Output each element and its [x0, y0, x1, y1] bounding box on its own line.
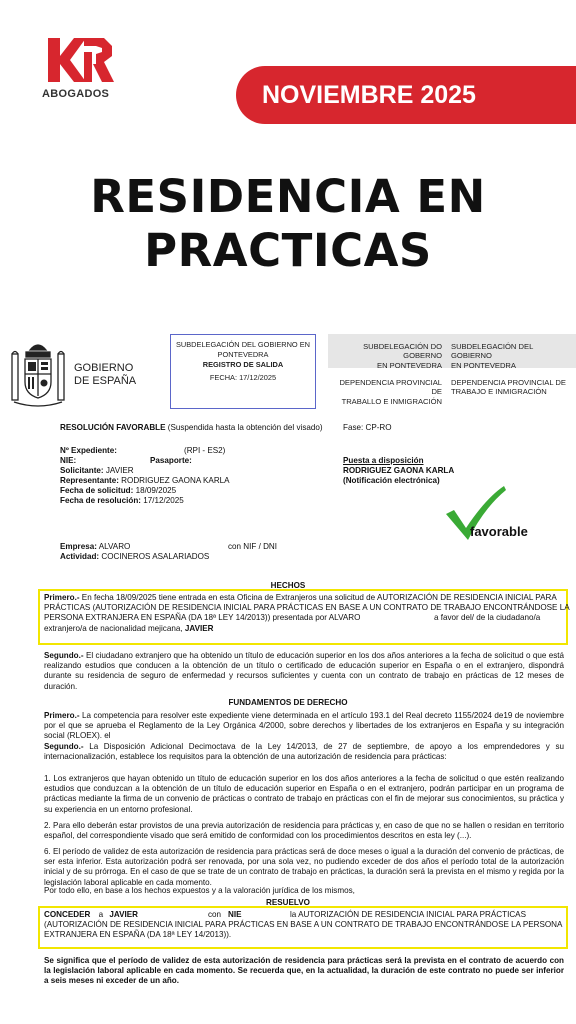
resolution-title: RESOLUCIÓN FAVORABLE	[60, 423, 166, 432]
resuelvo-l2: (AUTORIZACIÓN DE RESIDENCIA INICIAL PARA PRÁCTICAS EN BASE A UN CONTRATO DE TRABAJO ENCONTRÁNDOSE LA PERSONA	[44, 920, 563, 930]
dept-c3-l1: DEPENDENCIA PROVINCIAL DE	[339, 378, 442, 397]
fase-label: Fase: CP-RO	[343, 423, 392, 432]
resuelvo-l1: la AUTORIZACIÓN DE RESIDENCIA INICIAL PARA PRÁCTICAS	[290, 910, 526, 919]
page-title	[0, 170, 576, 278]
final-note: Se significa que el período de validez de esta autorización de residencia para prácticas será la prevista en el contrato de acuerdo con la legislación laboral aplicable en cada momento. Se recuerda que, en la actualidad, la duración de este contrato no puede ser inferior a seis meses ni exceder de un año.	[44, 956, 564, 986]
empresa-label: Empresa:	[60, 542, 97, 551]
dept-col-4	[451, 378, 576, 397]
resuelvo-title: RESUELVO	[266, 898, 310, 907]
resuelvo-l3: EXTRANJERA EN ESPAÑA (DA 18ª LEY 14/2013)).	[44, 930, 232, 940]
dept-c1-l1: SUBDELEGACIÓN DO GOBERNO	[363, 342, 442, 361]
solicitante-value: JAVIER	[105, 466, 134, 475]
expediente-value: (RPI - ES2)	[184, 446, 226, 455]
favorable-label: favorable	[470, 524, 528, 539]
stamp-line-1: SUBDELEGACIÓN DEL GOBIERNO EN	[175, 340, 311, 349]
stamp-line-3: REGISTRO DE SALIDA	[202, 360, 284, 369]
pasaporte-label	[150, 456, 192, 466]
puesta-label: Puesta a disposición	[343, 456, 424, 465]
resuelvo-con: con	[208, 910, 222, 919]
fundamentos-p6: 6. El período de validez de esta autorización de residencia para prácticas será de doce meses o igual a la duración del convenio de prácticas, de ser esta inferior. Esta autorización podrá ser renovada, por una sola vez, no pudiendo exceder de dos años el período total de la autorización inicial y de su prórroga. En el caso de que se trate de un contrato de trabajo en prácticas, la duración será la prevista en el mismo y regida por la legislación laboral aplicable en cada momento.	[44, 847, 564, 887]
actividad-value: COCINEROS ASALARIADOS	[101, 552, 210, 561]
hechos-segundo-text: El ciudadano extranjero que ha obtenido un título de educación superior en los dos años anteriores a la fecha de solicitud o que está realizando estudios que conducen a la obtención de un título o certificado de educación superior en España o en el extranjero, dispondrá durante su residencia de seguro de enfermedad y recursos suficientes y cuenta con un contrato de trabajo en prácticas de 12 meses de duración.	[44, 651, 564, 691]
gov-name	[74, 362, 136, 388]
hechos-primero-name: JAVIER	[184, 623, 214, 633]
representante-label: Representante:	[60, 476, 119, 485]
gov-line-1: GOBIERNO	[74, 362, 134, 374]
coat-of-arms-icon	[8, 336, 68, 410]
nie-label	[60, 456, 76, 466]
hechos-primero-label: Primero.-	[44, 593, 80, 602]
fecha-resolucion-label: Fecha de resolución:	[60, 496, 141, 505]
hechos-primero-l2: PRÁCTICAS (AUTORIZACIÓN DE RESIDENCIA INICIAL PARA PRÁCTICAS EN BASE A UN CONTRATO DE TRABAJO ENCONTRÁNDOSE LA	[44, 603, 570, 613]
field-fecha-solicitud	[60, 486, 176, 496]
headline-line-2: PRACTICAS	[144, 224, 432, 277]
empresa-value: ALVARO	[98, 542, 131, 551]
resuelvo-name: JAVIER	[109, 910, 138, 919]
fecha-solicitud-label: Fecha de solicitud:	[60, 486, 134, 495]
dept-c4-l2: TRABAJO E INMIGRACIÓN	[451, 387, 547, 397]
stamp-line-4: FECHA: 17/12/2025	[209, 373, 277, 382]
fecha-solicitud-value: 18/09/2025	[135, 486, 177, 495]
dept-c2-l2: EN PONTEVEDRA	[451, 360, 516, 370]
representante-value: RODRIGUEZ GAONA KARLA	[121, 476, 230, 485]
fundamentos-primero	[44, 711, 564, 742]
actividad-label: Actividad:	[60, 552, 100, 561]
logo-text: ABOGADOS	[42, 88, 110, 100]
hechos-primero-l3b: a favor del/ de la ciudadano/a	[434, 613, 541, 623]
pasaporte-label-text: Pasaporte:	[150, 456, 192, 465]
dept-col-2	[451, 342, 576, 370]
solicitante-label: Solicitante:	[60, 466, 104, 475]
dept-c3-l2: TRABALLO E INMIGRACIÓN	[341, 396, 442, 406]
stamp-line-2: PONTEVEDRA	[217, 350, 269, 359]
registry-stamp	[170, 334, 316, 409]
fundamentos-title: FUNDAMENTOS DE DERECHO	[228, 698, 348, 707]
hechos-primero-l3: PERSONA EXTRANJERA EN ESPAÑA (DA 18ª LEY 14/2013)) presentada por ALVARO	[44, 613, 361, 623]
field-fecha-resolucion	[60, 496, 184, 506]
dept-c2-l1: SUBDELEGACIÓN DEL GOBIERNO	[451, 342, 534, 361]
fundamentos-primero-text: La competencia para resolver este expediente viene determinada en el artículo 193.1 del Real decreto 1155/2024 de19 de noviembre por el que se aprueba el Reglamento de la Ley Orgánica 4/2000, sobre derechos y libertades de los extranjeros en España y su integración social (RLOEX). el	[44, 711, 565, 741]
hechos-primero-l1: En fecha 18/09/2025 tiene entrada en esta Oficina de Extranjeros una solicitud de AUTORIZACIÓN DE RESIDENCIA INICIAL PARA	[81, 593, 557, 602]
resolution-subtitle: (Suspendida hasta la obtención del visado)	[167, 423, 323, 432]
fundamentos-segundo-label: Segundo.-	[44, 742, 84, 751]
dept-col-1	[330, 342, 442, 370]
resolution-document	[0, 322, 576, 1024]
hechos-title: HECHOS	[270, 581, 306, 590]
fundamentos-primero-label: Primero.-	[44, 711, 80, 720]
puesta-note: (Notificación electrónica)	[343, 476, 440, 486]
field-expediente	[60, 446, 117, 456]
hechos-segundo	[44, 651, 564, 692]
gov-line-2: DE ESPAÑA	[74, 375, 137, 387]
field-representante	[60, 476, 230, 486]
resuelvo-conceder: CONCEDER	[44, 910, 91, 919]
dept-c4-l1: DEPENDENCIA PROVINCIAL DE	[451, 378, 566, 387]
fundamentos-closing: Por todo ello, en base a los hechos expuestos y a la valoración jurídica de los mismos,	[44, 886, 355, 895]
hechos-segundo-label: Segundo.-	[44, 651, 84, 660]
fundamentos-p2: 2. Para ello deberán estar provistos de una previa autorización de residencia para prácticas y, en caso de que no se hallen o residan en territorio español, del correspondiente visado que será emitido de conformidad con los procedimientos descritos en esta ley (...).	[44, 821, 564, 841]
resolution-header	[60, 423, 323, 433]
month-banner	[236, 66, 576, 124]
fecha-resolucion-value: 17/12/2025	[143, 496, 184, 505]
resuelvo-nie: NIE	[228, 910, 242, 919]
field-actividad	[60, 552, 209, 562]
month-label: NOVIEMBRE 2025	[262, 80, 476, 109]
nif-label: con NIF / DNI	[228, 542, 278, 551]
puesta-disposicion	[343, 456, 454, 487]
resuelvo-block	[44, 910, 564, 941]
expediente-label: Nº Expediente:	[60, 446, 117, 455]
fundamentos-segundo	[44, 742, 564, 762]
hechos-primero	[44, 593, 570, 634]
field-solicitante	[60, 466, 134, 476]
dept-col-3	[330, 378, 442, 406]
nie-label-text: NIE:	[60, 456, 77, 465]
hechos-primero-l4: extranjero/a de nacionalidad mejicana,	[44, 623, 183, 633]
puesta-name: RODRIGUEZ GAONA KARLA	[343, 466, 455, 476]
resuelvo-a: a	[98, 910, 104, 919]
fundamentos-p1: 1. Los extranjeros que hayan obtenido un título de educación superior en los dos años anteriores a la fecha de solicitud o que estén realizando estudios que conduzcan a la obtención de un título de educación superior en España o en el extranjero, podrán participar en un programa de prácticas mediante la firma de un convenio de prácticas o contrato de trabajo en prácticas con el fin de mejorar sus conocimientos, su práctica y su experiencia en un entorno profesional.	[44, 774, 564, 814]
headline-line-1: RESIDENCIA EN	[90, 170, 486, 223]
field-empresa	[60, 542, 130, 552]
dept-c1-l2: EN PONTEVEDRA	[377, 360, 442, 370]
fundamentos-segundo-text: La Disposición Adicional Decimoctava de la Ley 14/2013, de 27 de septiembre, de apoyo a los emprendedores y su internacionalización, establece los requisitos para la obtención de una autorización de residencia para prácticas:	[44, 742, 564, 762]
